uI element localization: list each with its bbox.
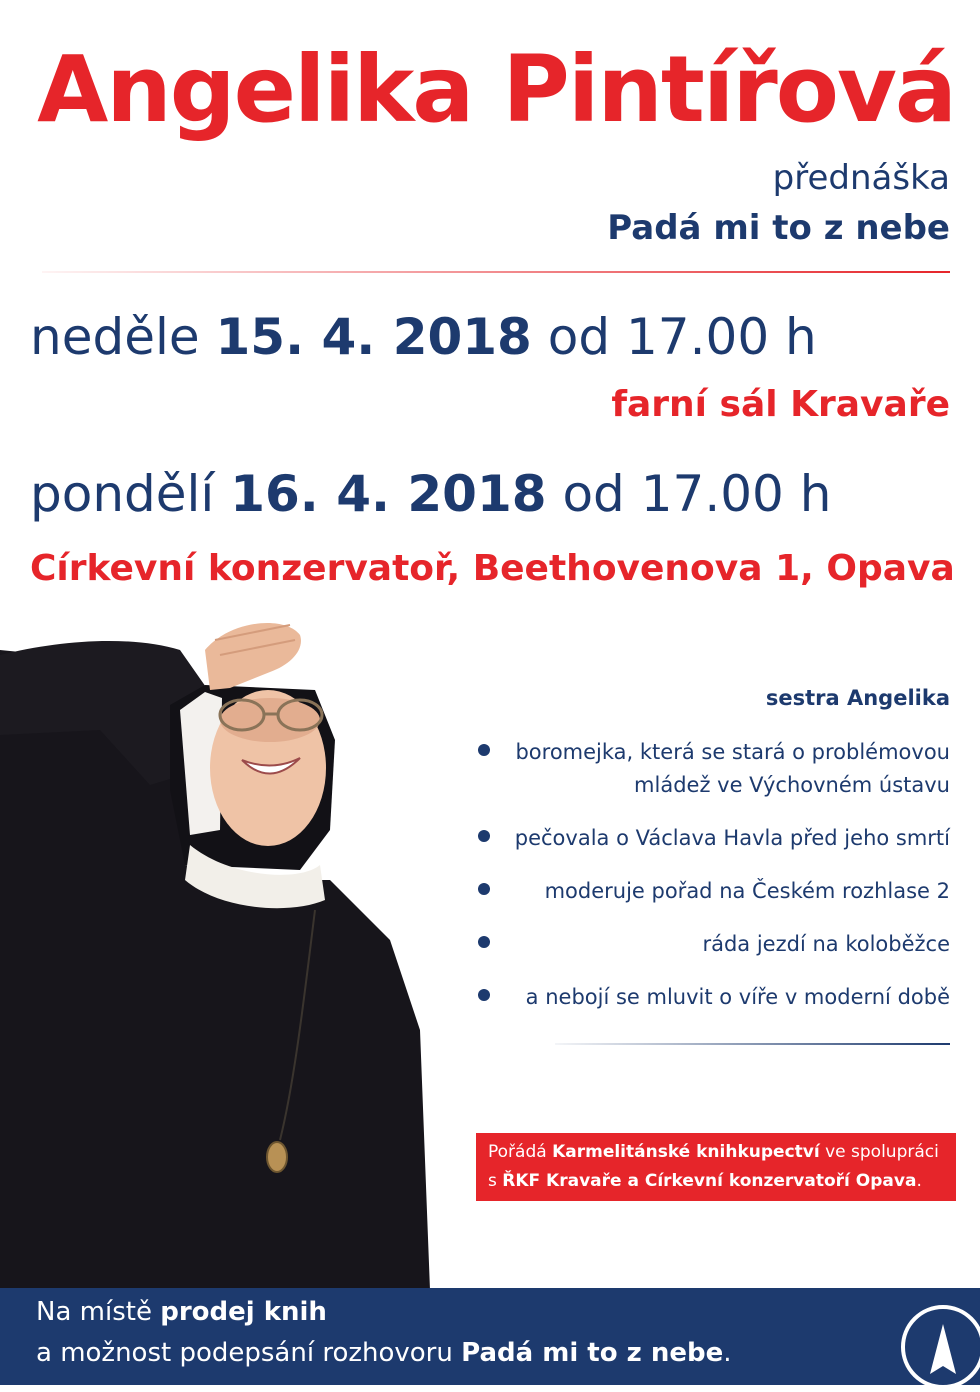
event-date-value-2: 16. 4. 2018: [230, 465, 547, 523]
event-date-2: [30, 465, 831, 523]
footer-l1-a: Na místě: [36, 1297, 152, 1327]
bio-item-1-line1: boromejka, která se stará o problémovou: [515, 740, 950, 764]
organizer-box: [476, 1133, 956, 1201]
organizer-line-1: [488, 1138, 956, 1167]
footer-l1-b: prodej knih: [160, 1297, 327, 1327]
footer-line-2: [36, 1338, 731, 1368]
list-item: [470, 736, 950, 802]
event-venue-2: Církevní konzervatoř, Beethovenova 1, Opava: [30, 548, 955, 589]
bio-item-1-line2: mládež ve Výchovném ústavu: [634, 773, 950, 797]
publisher-logo-icon: [898, 1302, 980, 1392]
event-day-1: neděle: [30, 308, 200, 366]
list-item: [470, 822, 950, 855]
bullet-icon: [478, 830, 490, 842]
list-item: [470, 928, 950, 961]
bio-item-4: ráda jezdí na koloběžce: [702, 932, 950, 956]
organizer-name: Karmelitánské knihkupectví: [552, 1142, 820, 1162]
organizer-line-2: [488, 1167, 956, 1196]
footer-band: [0, 1288, 980, 1385]
organizer-s: s: [488, 1171, 497, 1191]
organizer-prefix: Pořádá: [488, 1142, 547, 1162]
bio-list: [470, 736, 950, 1034]
top-divider: [42, 271, 950, 273]
bullet-icon: [478, 936, 490, 948]
bio-item-3: moderuje pořad na Českém rozhlase 2: [544, 879, 950, 903]
event-date-1: [30, 308, 817, 366]
list-item: [470, 875, 950, 908]
event-venue-1: farní sál Kravaře: [611, 384, 950, 425]
organizer-mid: ve spolupráci: [825, 1142, 939, 1162]
organizer-partners: ŘKF Kravaře a Církevní konzervatoří Opava: [502, 1171, 917, 1191]
event-time-2: od 17.00 h: [562, 465, 832, 523]
event-time-1: od 17.00 h: [547, 308, 817, 366]
bullet-icon: [478, 989, 490, 1001]
organizer-end: .: [916, 1171, 922, 1191]
bio-item-5: a nebojí se mluvit o víře v moderní době: [525, 985, 950, 1009]
page-title: Angelika Pintířová: [37, 36, 955, 143]
lecture-title: Padá mi to z nebe: [607, 208, 950, 248]
footer-l2-c: .: [723, 1338, 732, 1368]
bio-item-2: pečovala o Václava Havla před jeho smrtí: [514, 826, 950, 850]
event-type: přednáška: [772, 158, 950, 198]
sister-photo: [0, 610, 440, 1290]
list-item: [470, 981, 950, 1014]
bullet-icon: [478, 744, 490, 756]
event-day-2: pondělí: [30, 465, 215, 523]
bio-title: sestra Angelika: [765, 686, 950, 710]
footer-l2-b: Padá mi to z nebe: [461, 1338, 724, 1368]
mid-divider: [555, 1043, 950, 1045]
event-date-value-1: 15. 4. 2018: [215, 308, 532, 366]
bullet-icon: [478, 883, 490, 895]
footer-line-1: [36, 1297, 327, 1327]
footer-l2-a: a možnost podepsání rozhovoru: [36, 1338, 453, 1368]
